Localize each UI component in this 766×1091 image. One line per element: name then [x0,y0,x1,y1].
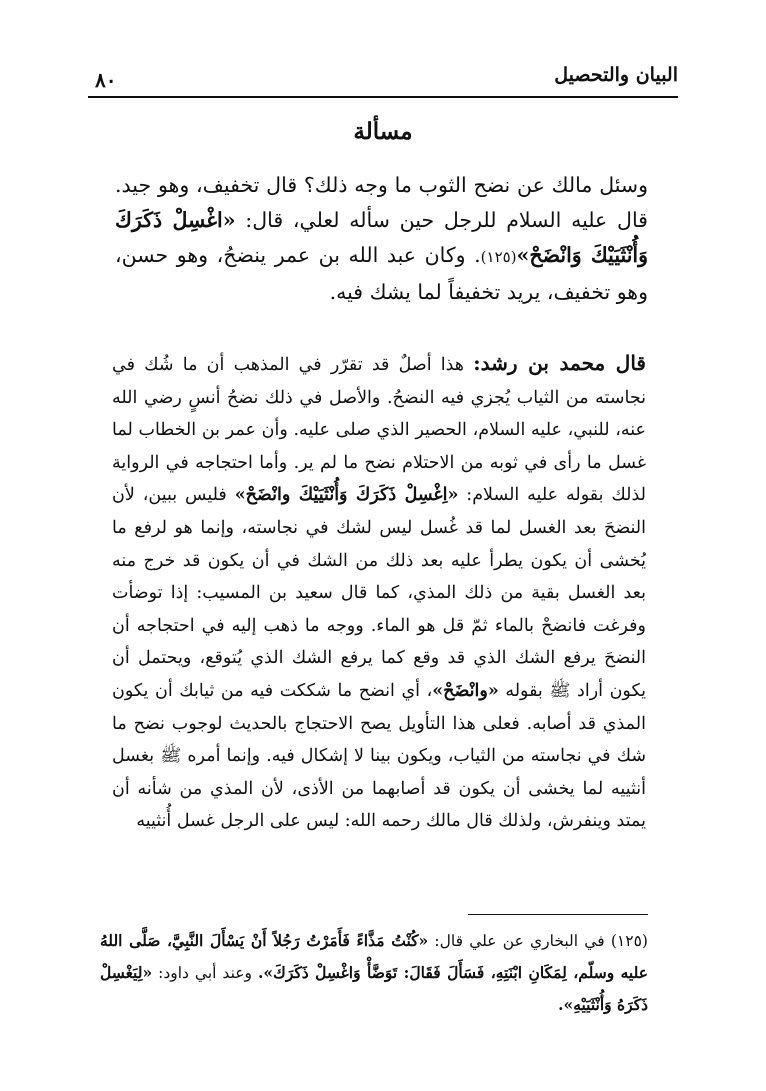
commentary-hadith-quote-2: «وانْضَحْ» [432,680,499,701]
question-text-2: . وكان عبد الله بن عمر ينضحُ، وهو حسن، وهو تخفيف، يريد تخفيفاً لما يشك فيه. [115,243,648,304]
question-paragraph [115,168,648,310]
running-title: البيان والتحصيل [554,64,678,86]
page-number: ٨٠ [95,68,117,92]
commentary-text-3: ، أي انضح ما شككت فيه من ثيابك أن يكون المذي قد أصابه. فعلى هذا التأويل يصح الاحتجاج بالحديث لوجوب نضح ما شك في نجاسته من الثياب، ويكون بينا لا إشكال فيه. وإنما أمره ﷺ بغسل أنثييه لما يخشى أن يكون قد أصابهما من الأذى، لأن المذي من شأنه أن يمتد وينفرش، ولذلك قال مالك رحمه الله: ليس على الرجل غسل أُنثييه [112,680,646,832]
section-title: مسألة [353,118,413,145]
commentary-author: قال محمد بن رشد: [473,351,646,375]
commentary-text-1: هذا أصلٌ قد تقرّر في المذهب أن ما شُك في نجاسته من الثياب يُجزي فيه النضحُ. والأصل في ذلك نضحُ أنسٍ رضي الله عنه، للنبي، عليه السلام، الحصير الذي صلى عليه. وأن عمر بن الخطاب لما غسل ما رأى في ثوبه من الاحتلام نضح ما لم ير. وأما احتجاجه في الرواية لذلك بقوله عليه السلام: [112,355,646,506]
footnote-text-2: وعند أبي داود: [158,964,252,982]
footnote-marker: (١٢٥) [480,248,517,266]
question-text-1: وسئل مالك عن نضح الثوب ما وجه ذلك؟ قال تخفيف، وهو جيد. قال عليه السلام للرجل حين سأله لعلي، قال: [115,173,648,232]
hadith-quote: «اغْسِلْ ذَكَرَكَ وَأُنْثَيَيْكَ وَانْضَحْ» [115,208,648,267]
commentary-text-2: فليس ببين، لأن النضحَ بعد الغسل لما قد غُسل ليس لشك في نجاسته، وإنما هو لرفع ما يُخشى أن يكون يطرأ عليه بعد ذلك من الشك في أن يكون قد خرج منه بعد الغسل بقية من ذلك المذي، كما قال سعيد بن المسيب: إذا توضأت وفرغت فانضحْ بالماء ثمّ قل هو الماء. ووجه ما ذهب إليه في احتجاجه أن النضحَ يرفع الشك الذي قد وقع كما يرفع الشك الذي يُتوقع، ويحتمل أن يكون أراد ﷺ بقوله [112,485,646,701]
footnote-quote-1: «كُنْتُ مَذَّاءً فَأَمَرْتُ رَجُلاً أَنْ يَسْأَلَ النَّبِيَّ، صَلَّى اللهُ عليه وسلّم، لِمَكَانِ ابْنَتِهِ، فَسَأَلَ فَقَالَ: تَوَضَّأْ وَاغْسِلْ ذَكَرَكَ». [100,931,648,982]
footnote-quote-2: «لِيَغْسِلْ ذَكَرَهُ وَأُنْثَيَيْهِ». [100,963,648,1014]
commentary-hadith-quote: «اِغْسِلْ ذَكَرَكَ وَأُنْثَيَيْكَ وانْضَحْ» [234,485,459,506]
footnote [100,925,648,1021]
commentary-paragraph [112,347,646,838]
footnote-text-1: في البخاري عن علي قال: [434,932,605,950]
header-rule [88,96,678,98]
footnote-rule [468,914,648,915]
footnote-number: (١٢٥) [610,932,648,950]
